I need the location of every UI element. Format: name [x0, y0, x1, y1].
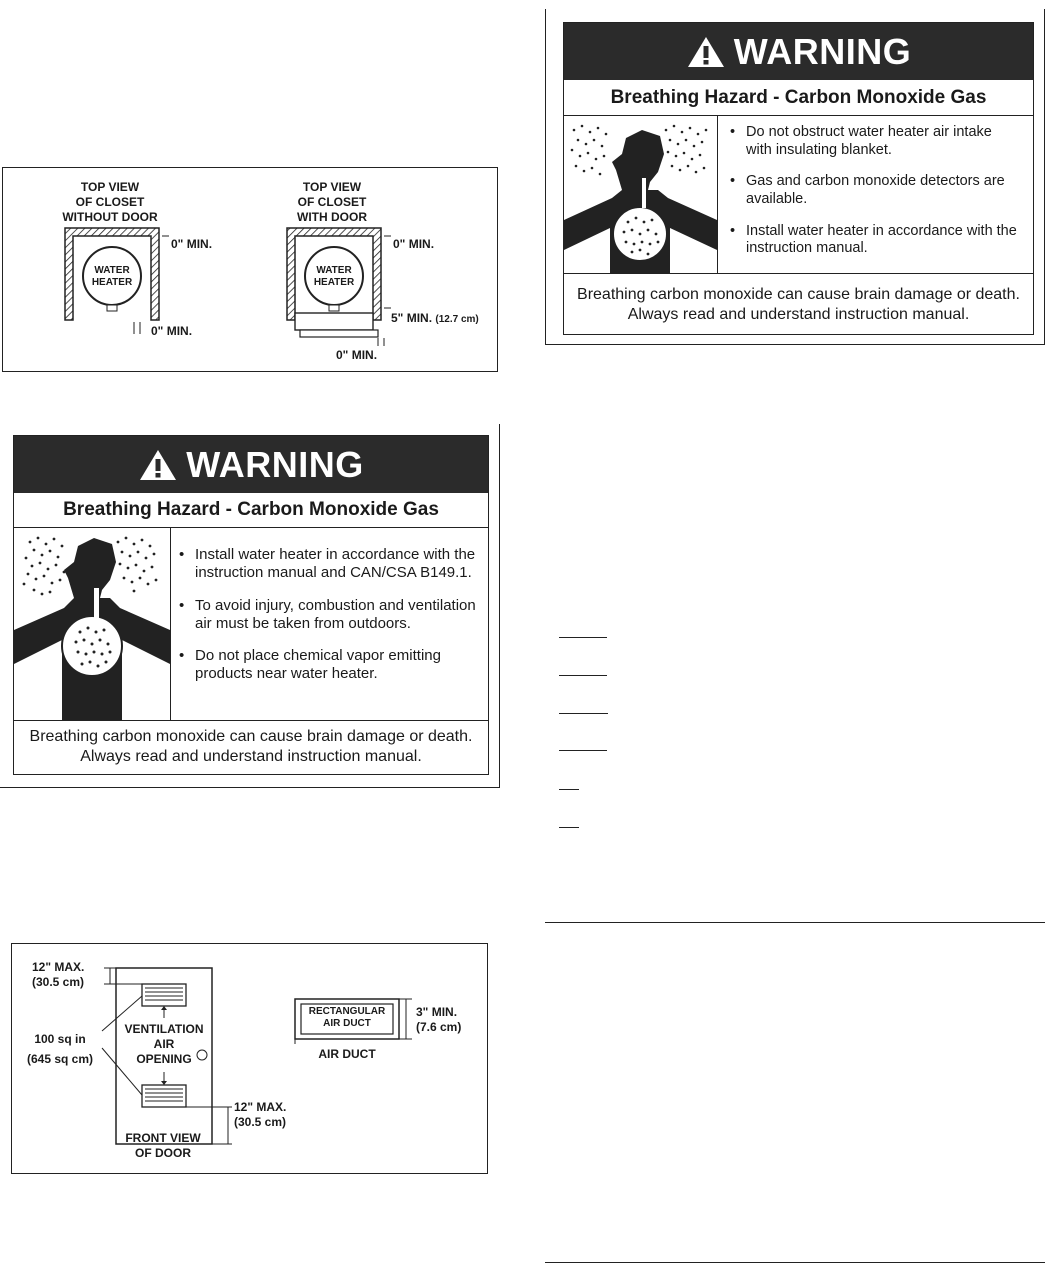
warning-label-right: [563, 22, 1034, 335]
fill-in-blank[interactable]: [559, 713, 608, 714]
fill-in-blank[interactable]: [559, 637, 607, 638]
duct-min-label: 3" MIN. (7.6 cm): [416, 1005, 462, 1034]
page-bottom-rule: [545, 1262, 1045, 1263]
warning-bullet-right-2: • Gas and carbon monoxide detectors are available.: [728, 173, 1020, 208]
max-top-label: 12" MAX. (30.5 cm): [32, 960, 85, 989]
breathing-hazard-pictogram-right: [564, 116, 717, 273]
warning-bullet-left-1: • Install water heater in accordance with the instruction manual and CAN/CSA B149.1.: [177, 546, 483, 583]
front-view-caption: FRONT VIEW OF DOOR: [125, 1131, 201, 1160]
warning-footer-right: Breathing carbon monoxide can cause brain damage or death. Always read and understand instruction manual.: [577, 286, 1020, 323]
fill-in-blank[interactable]: [559, 675, 607, 676]
warning-subheader-left: Breathing Hazard - Carbon Monoxide Gas: [14, 493, 488, 528]
max-bottom-label: 12" MAX. (30.5 cm): [234, 1100, 287, 1129]
fill-in-blank[interactable]: [559, 750, 607, 751]
air-duct-caption: AIR DUCT: [318, 1047, 376, 1061]
warning-triangle-icon: [686, 35, 726, 69]
heater-label-right: WATER HEATER: [313, 265, 355, 288]
ventilation-opening-label: VENTILATION AIR OPENING: [124, 1022, 204, 1066]
min-bottom-left-label: 0" MIN.: [151, 324, 193, 338]
warning-label-left: [13, 435, 489, 775]
min-side-right-label: 5" MIN. (12.7 cm): [391, 311, 479, 325]
warning-footer-left: Breathing carbon monoxide can cause brain damage or death. Always read and understand instruction manual.: [29, 728, 473, 765]
warning-bullet-right-3: • Install water heater in accordance with the instruction manual.: [728, 223, 1020, 258]
closet-left-title: TOP VIEW OF CLOSET WITHOUT DOOR: [62, 180, 158, 224]
heater-label-left: WATER HEATER: [91, 265, 133, 288]
warning-bullet-right-1: • Do not obstruct water heater air intake with insulating blanket.: [728, 124, 1020, 159]
warning-bullet-left-2: • To avoid injury, combustion and ventilation air must be taken from outdoors.: [177, 597, 483, 634]
warning-header-left: WARNING: [14, 436, 488, 493]
warning-triangle-icon: [138, 448, 178, 482]
door-ventilation-figure: [11, 943, 488, 1174]
warning-footer-rule-right: [564, 273, 1033, 274]
breathing-hazard-pictogram-left: [14, 528, 170, 721]
section-divider: [545, 922, 1045, 923]
warning-footer-rule-left: [14, 720, 488, 721]
warning-divider-right: [717, 115, 718, 273]
min-top-right-label: 0" MIN.: [393, 237, 435, 251]
area-label: 100 sq in (645 sq cm): [26, 1032, 94, 1066]
rectangular-duct-label: RECTANGULAR AIR DUCT: [308, 1006, 386, 1029]
warning-bullets-right: [728, 124, 1020, 272]
warning-divider-left: [170, 527, 171, 720]
warning-subheader-right: Breathing Hazard - Carbon Monoxide Gas: [564, 80, 1033, 116]
fill-in-blank[interactable]: [559, 789, 579, 790]
closet-clearance-figure: [2, 167, 498, 372]
closet-right-title: TOP VIEW OF CLOSET WITH DOOR: [297, 180, 367, 224]
warning-bullets-left: [177, 546, 483, 698]
min-bottom-right-label: 0" MIN.: [336, 348, 378, 362]
warning-bullet-left-3: • Do not place chemical vapor emitting products near water heater.: [177, 647, 483, 684]
min-top-left-label: 0" MIN.: [171, 237, 213, 251]
warning-header-right: WARNING: [564, 23, 1033, 80]
fill-in-blank[interactable]: [559, 827, 579, 828]
